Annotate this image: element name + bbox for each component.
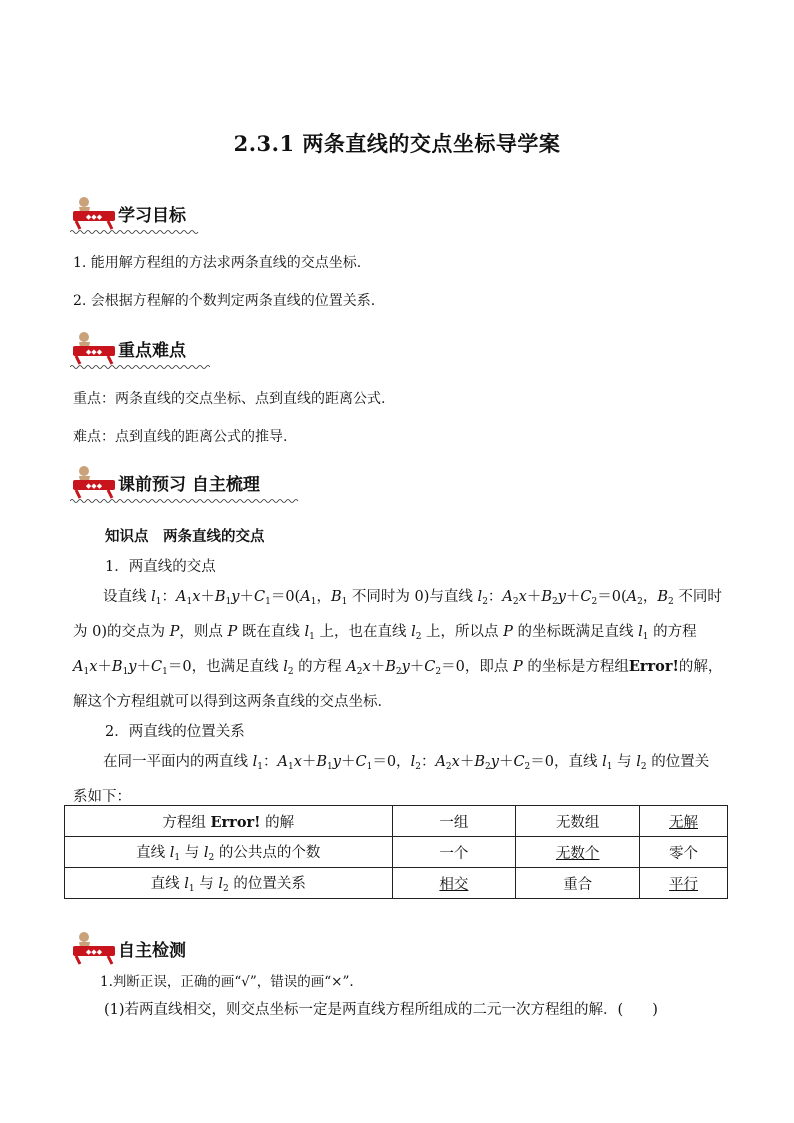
svg-text:◆◆◆: ◆◆◆ xyxy=(85,213,103,221)
table-cell: 重合 xyxy=(516,868,640,899)
subheading-position: 2．两直线的位置关系 xyxy=(105,724,245,740)
position-relation-table xyxy=(64,805,728,899)
table-cell: 零个 xyxy=(640,837,728,868)
svg-text:◆◆◆: ◆◆◆ xyxy=(85,348,103,356)
knowledge-section xyxy=(73,522,723,812)
study-mascot-icon xyxy=(70,330,116,366)
table-cell: 无数组 xyxy=(516,806,640,837)
table-cell: 无解 xyxy=(640,806,728,837)
position-paragraph: 在同一平面内的两直线 $l_1$：$A_1x+B_1y+C_1=0$，$l_2$：$A_2x+B_2y+C_2=0$，直线 $l_1$ 与 $l_2$ 的位置关系如下： xyxy=(73,754,710,805)
section-title-preview: 课前预习 自主梳理 xyxy=(118,475,260,495)
svg-text:◆◆◆: ◆◆◆ xyxy=(85,948,103,956)
table-cell: 直线 $l_1$ 与 $l_2$ 的公共点的个数 xyxy=(65,837,393,868)
subheading-intersection: 1．两直线的交点 xyxy=(105,559,216,575)
self-check-question-1: (1)若两直线相交，则交点坐标一定是两直线方程所组成的二元一次方程组的解．( ) xyxy=(104,1002,658,1018)
table-cell: 方程组 Error! 的解 xyxy=(65,806,393,837)
key-point-text: 重点：两条直线的交点坐标、点到直线的距离公式. xyxy=(73,391,386,407)
self-check-instruction: 1.判断正误，正确的画“√”，错误的画“×”. xyxy=(100,974,354,990)
goal-item-1: 1. 能用解方程组的方法求两条直线的交点坐标. xyxy=(73,255,362,271)
goal-item-2: 2. 会根据方程解的个数判定两条直线的位置关系. xyxy=(73,293,376,309)
wave-underline xyxy=(70,229,200,235)
table-cell: 一个 xyxy=(392,837,516,868)
wave-underline xyxy=(70,364,210,370)
table-cell: 无数个 xyxy=(516,837,640,868)
intersection-paragraph: 设直线 $l_1$：$A_1x+B_1y+C_1=0(A_1$，$B_1$ 不同时为 0)与直线 $l_2$：$A_2x+B_2y+C_2=0(A_2$，$B_2$ 不同时为 0)的交点为 P，则点 P 既在直线 $l_1$ 上，也在直线 $l_2$ 上，所以点 P 的坐标既满足直线 $l_1$ 的方程 $A_1x+B_1y+C_1=0$，也满足直线 $l_2$ 的方程 $A_2x+B_2y+C_2=0$，即点 P 的坐标是方程组Error!的解，解这个方程组就可以得到这两条直线的交点坐标． xyxy=(73,589,723,710)
page-title: 2.3.1 两条直线的交点坐标导学案 xyxy=(233,131,561,156)
table-row xyxy=(65,837,728,868)
table-cell: 一组 xyxy=(392,806,516,837)
section-title-goals: 学习目标 xyxy=(118,206,186,226)
section-title-self-check: 自主检测 xyxy=(118,941,186,961)
svg-text:◆◆◆: ◆◆◆ xyxy=(85,482,103,490)
table-row xyxy=(65,868,728,899)
table-row xyxy=(65,806,728,837)
table-cell: 相交 xyxy=(392,868,516,899)
table-cell: 平行 xyxy=(640,868,728,899)
difficult-point-text: 难点：点到直线的距离公式的推导. xyxy=(73,429,288,445)
table-cell: 直线 $l_1$ 与 $l_2$ 的位置关系 xyxy=(65,868,393,899)
wave-underline xyxy=(70,498,300,504)
study-mascot-icon xyxy=(70,195,116,231)
study-mascot-icon xyxy=(70,464,116,500)
section-title-key-points: 重点难点 xyxy=(118,341,186,361)
knowledge-heading: 知识点 两条直线的交点 xyxy=(105,528,265,545)
study-mascot-icon xyxy=(70,930,116,966)
error-field: Error! xyxy=(628,658,679,675)
